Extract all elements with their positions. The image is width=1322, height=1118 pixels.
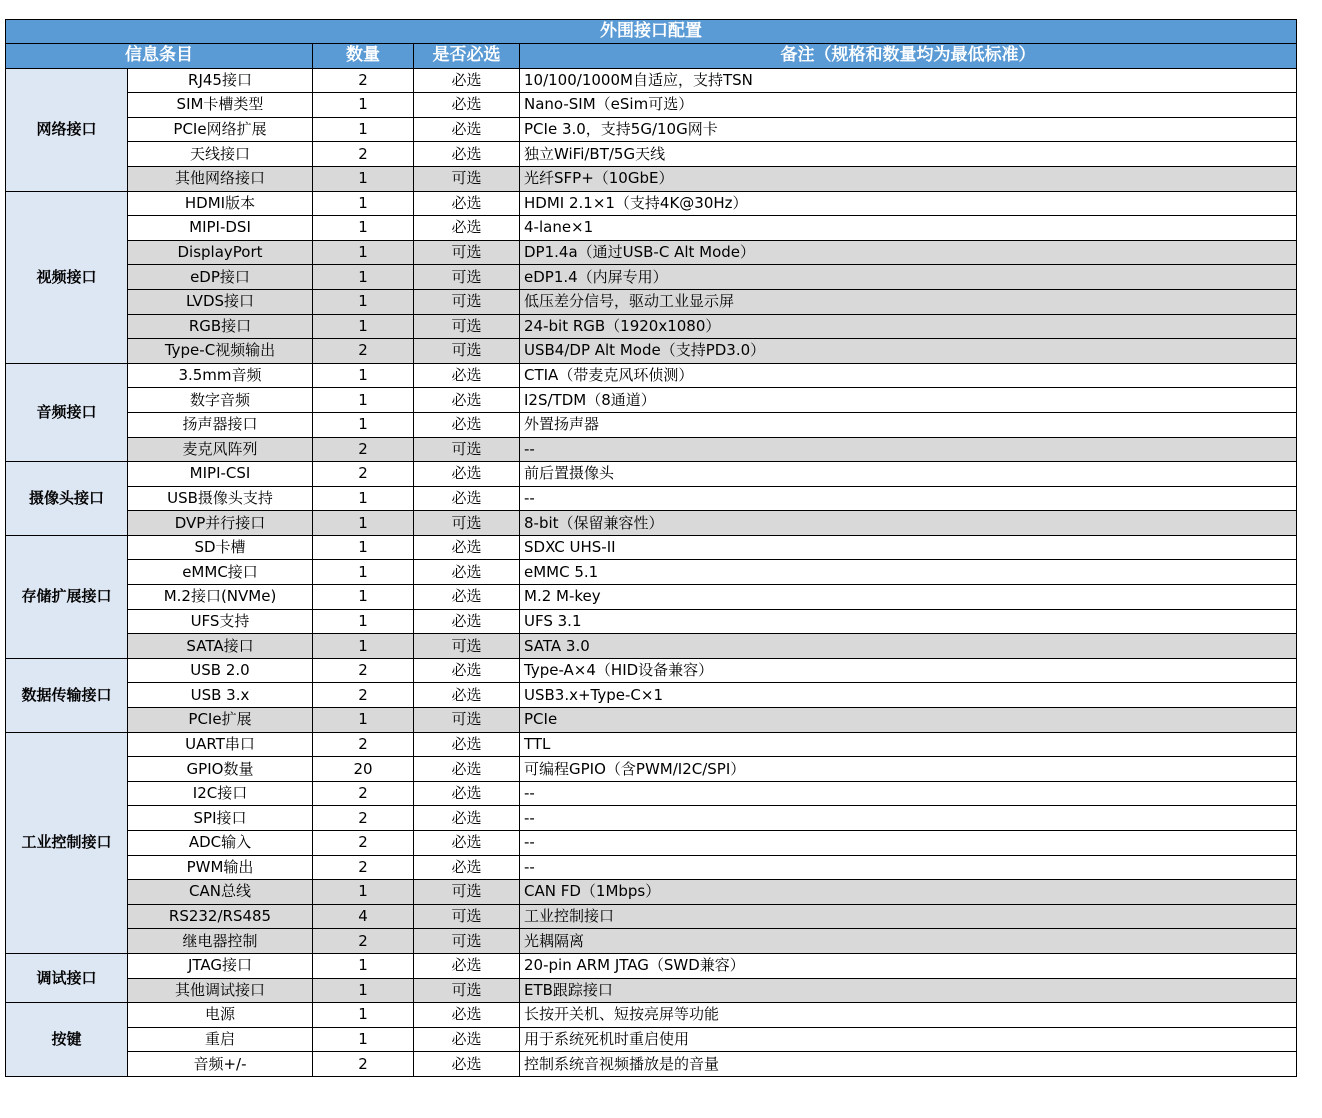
- qty-cell: 2: [313, 437, 414, 462]
- item-cell: USB摄像头支持: [128, 486, 313, 511]
- required-cell: 必选: [414, 486, 520, 511]
- required-cell: 必选: [414, 535, 520, 560]
- table-title: 外围接口配置: [6, 20, 1297, 44]
- qty-cell: 2: [313, 806, 414, 831]
- table-row: [6, 486, 1297, 511]
- title-row: [6, 20, 1297, 44]
- table-row: [6, 585, 1297, 610]
- table-body: [6, 68, 1297, 1076]
- note-cell: SATA 3.0: [520, 634, 1297, 659]
- qty-cell: 2: [313, 339, 414, 364]
- group-label: 存储扩展接口: [6, 535, 128, 658]
- note-cell: 用于系统死机时重启使用: [520, 1027, 1297, 1052]
- item-cell: PCIe扩展: [128, 708, 313, 733]
- item-cell: LVDS接口: [128, 289, 313, 314]
- required-cell: 必选: [414, 585, 520, 610]
- table-row: [6, 388, 1297, 413]
- table-row: [6, 93, 1297, 118]
- note-cell: 控制系统音视频播放是的音量: [520, 1052, 1297, 1077]
- item-cell: Type-C视频输出: [128, 339, 313, 364]
- table-row: [6, 953, 1297, 978]
- note-cell: HDMI 2.1×1（支持4K@30Hz）: [520, 191, 1297, 216]
- note-cell: --: [520, 781, 1297, 806]
- table-row: [6, 1027, 1297, 1052]
- note-cell: --: [520, 486, 1297, 511]
- qty-cell: 1: [313, 166, 414, 191]
- note-cell: SDXC UHS-II: [520, 535, 1297, 560]
- item-cell: GPIO数量: [128, 757, 313, 782]
- header-row: [6, 44, 1297, 69]
- required-cell: 必选: [414, 831, 520, 856]
- required-cell: 可选: [414, 265, 520, 290]
- table-row: [6, 289, 1297, 314]
- note-cell: UFS 3.1: [520, 609, 1297, 634]
- table-row: [6, 68, 1297, 93]
- required-cell: 可选: [414, 240, 520, 265]
- group-label: 音频接口: [6, 363, 128, 461]
- note-cell: I2S/TDM（8通道）: [520, 388, 1297, 413]
- qty-cell: 2: [313, 831, 414, 856]
- header-item: 信息条目: [6, 44, 313, 69]
- qty-cell: 1: [313, 609, 414, 634]
- table-row: [6, 339, 1297, 364]
- table-row: [6, 560, 1297, 585]
- table-row: [6, 978, 1297, 1003]
- table-row: [6, 462, 1297, 487]
- item-cell: UART串口: [128, 732, 313, 757]
- note-cell: --: [520, 855, 1297, 880]
- group-label: 视频接口: [6, 191, 128, 363]
- required-cell: 必选: [414, 93, 520, 118]
- note-cell: CTIA（带麦克风环侦测）: [520, 363, 1297, 388]
- table-row: [6, 511, 1297, 536]
- required-cell: 可选: [414, 339, 520, 364]
- required-cell: 必选: [414, 363, 520, 388]
- item-cell: 音频+/-: [128, 1052, 313, 1077]
- note-cell: PCIe 3.0，支持5G/10G网卡: [520, 117, 1297, 142]
- required-cell: 必选: [414, 953, 520, 978]
- required-cell: 必选: [414, 560, 520, 585]
- table-row: [6, 412, 1297, 437]
- note-cell: eMMC 5.1: [520, 560, 1297, 585]
- note-cell: eDP1.4（内屏专用）: [520, 265, 1297, 290]
- note-cell: 4-lane×1: [520, 216, 1297, 241]
- note-cell: DP1.4a（通过USB-C Alt Mode）: [520, 240, 1297, 265]
- qty-cell: 1: [313, 265, 414, 290]
- table-row: [6, 240, 1297, 265]
- required-cell: 必选: [414, 412, 520, 437]
- required-cell: 必选: [414, 683, 520, 708]
- required-cell: 必选: [414, 1027, 520, 1052]
- required-cell: 必选: [414, 1052, 520, 1077]
- item-cell: UFS支持: [128, 609, 313, 634]
- item-cell: PCIe网络扩展: [128, 117, 313, 142]
- note-cell: TTL: [520, 732, 1297, 757]
- item-cell: 重启: [128, 1027, 313, 1052]
- item-cell: 电源: [128, 1003, 313, 1028]
- required-cell: 可选: [414, 289, 520, 314]
- note-cell: --: [520, 831, 1297, 856]
- required-cell: 可选: [414, 929, 520, 954]
- item-cell: 3.5mm音频: [128, 363, 313, 388]
- table-row: [6, 880, 1297, 905]
- note-cell: 独立WiFi/BT/5G天线: [520, 142, 1297, 167]
- item-cell: HDMI版本: [128, 191, 313, 216]
- peripheral-interface-table: [5, 19, 1297, 1077]
- table-row: [6, 1052, 1297, 1077]
- table-row: [6, 437, 1297, 462]
- required-cell: 必选: [414, 117, 520, 142]
- qty-cell: 2: [313, 68, 414, 93]
- note-cell: 可编程GPIO（含PWM/I2C/SPI）: [520, 757, 1297, 782]
- required-cell: 必选: [414, 781, 520, 806]
- item-cell: DisplayPort: [128, 240, 313, 265]
- qty-cell: 1: [313, 93, 414, 118]
- qty-cell: 1: [313, 585, 414, 610]
- qty-cell: 20: [313, 757, 414, 782]
- note-cell: 长按开关机、短按亮屏等功能: [520, 1003, 1297, 1028]
- qty-cell: 1: [313, 289, 414, 314]
- item-cell: USB 2.0: [128, 658, 313, 683]
- header-notes: 备注（规格和数量均为最低标准）: [520, 44, 1297, 69]
- required-cell: 必选: [414, 216, 520, 241]
- group-label: 调试接口: [6, 953, 128, 1002]
- item-cell: 扬声器接口: [128, 412, 313, 437]
- header-required: 是否必选: [414, 44, 520, 69]
- table-row: [6, 166, 1297, 191]
- note-cell: 外置扬声器: [520, 412, 1297, 437]
- item-cell: DVP并行接口: [128, 511, 313, 536]
- group-label: 工业控制接口: [6, 732, 128, 953]
- required-cell: 必选: [414, 68, 520, 93]
- table-row: [6, 1003, 1297, 1028]
- item-cell: I2C接口: [128, 781, 313, 806]
- qty-cell: 4: [313, 904, 414, 929]
- qty-cell: 2: [313, 462, 414, 487]
- group-label: 按键: [6, 1003, 128, 1077]
- table-row: [6, 658, 1297, 683]
- required-cell: 可选: [414, 708, 520, 733]
- required-cell: 必选: [414, 757, 520, 782]
- item-cell: MIPI-DSI: [128, 216, 313, 241]
- qty-cell: 1: [313, 486, 414, 511]
- note-cell: PCIe: [520, 708, 1297, 733]
- item-cell: 继电器控制: [128, 929, 313, 954]
- note-cell: --: [520, 437, 1297, 462]
- item-cell: 其他调试接口: [128, 978, 313, 1003]
- item-cell: SPI接口: [128, 806, 313, 831]
- item-cell: 数字音频: [128, 388, 313, 413]
- table-row: [6, 732, 1297, 757]
- table-row: [6, 634, 1297, 659]
- qty-cell: 1: [313, 216, 414, 241]
- table-row: [6, 855, 1297, 880]
- item-cell: SATA接口: [128, 634, 313, 659]
- qty-cell: 1: [313, 634, 414, 659]
- required-cell: 可选: [414, 166, 520, 191]
- item-cell: CAN总线: [128, 880, 313, 905]
- table-row: [6, 142, 1297, 167]
- note-cell: M.2 M-key: [520, 585, 1297, 610]
- qty-cell: 1: [313, 1027, 414, 1052]
- required-cell: 必选: [414, 732, 520, 757]
- item-cell: RS232/RS485: [128, 904, 313, 929]
- header-qty: 数量: [313, 44, 414, 69]
- note-cell: 工业控制接口: [520, 904, 1297, 929]
- item-cell: 其他网络接口: [128, 166, 313, 191]
- note-cell: 光耦隔离: [520, 929, 1297, 954]
- note-cell: --: [520, 806, 1297, 831]
- required-cell: 必选: [414, 462, 520, 487]
- required-cell: 必选: [414, 855, 520, 880]
- qty-cell: 1: [313, 240, 414, 265]
- note-cell: 前后置摄像头: [520, 462, 1297, 487]
- note-cell: Nano-SIM（eSim可选）: [520, 93, 1297, 118]
- qty-cell: 1: [313, 314, 414, 339]
- note-cell: ETB跟踪接口: [520, 978, 1297, 1003]
- qty-cell: 2: [313, 732, 414, 757]
- table-row: [6, 904, 1297, 929]
- table-row: [6, 117, 1297, 142]
- item-cell: 麦克风阵列: [128, 437, 313, 462]
- qty-cell: 2: [313, 1052, 414, 1077]
- table-row: [6, 216, 1297, 241]
- item-cell: USB 3.x: [128, 683, 313, 708]
- qty-cell: 1: [313, 363, 414, 388]
- required-cell: 必选: [414, 142, 520, 167]
- required-cell: 可选: [414, 978, 520, 1003]
- required-cell: 可选: [414, 634, 520, 659]
- group-label: 网络接口: [6, 68, 128, 191]
- item-cell: PWM输出: [128, 855, 313, 880]
- qty-cell: 2: [313, 683, 414, 708]
- group-label: 数据传输接口: [6, 658, 128, 732]
- qty-cell: 1: [313, 191, 414, 216]
- item-cell: eMMC接口: [128, 560, 313, 585]
- table-row: [6, 929, 1297, 954]
- item-cell: JTAG接口: [128, 953, 313, 978]
- qty-cell: 1: [313, 511, 414, 536]
- table-row: [6, 191, 1297, 216]
- item-cell: RGB接口: [128, 314, 313, 339]
- table-row: [6, 265, 1297, 290]
- required-cell: 必选: [414, 806, 520, 831]
- note-cell: 8-bit（保留兼容性）: [520, 511, 1297, 536]
- required-cell: 可选: [414, 511, 520, 536]
- table-row: [6, 314, 1297, 339]
- qty-cell: 2: [313, 855, 414, 880]
- qty-cell: 1: [313, 535, 414, 560]
- required-cell: 可选: [414, 437, 520, 462]
- qty-cell: 1: [313, 978, 414, 1003]
- table-row: [6, 535, 1297, 560]
- qty-cell: 1: [313, 117, 414, 142]
- table-row: [6, 757, 1297, 782]
- qty-cell: 1: [313, 412, 414, 437]
- note-cell: USB4/DP Alt Mode（支持PD3.0）: [520, 339, 1297, 364]
- qty-cell: 1: [313, 1003, 414, 1028]
- item-cell: SD卡槽: [128, 535, 313, 560]
- qty-cell: 2: [313, 929, 414, 954]
- table-row: [6, 708, 1297, 733]
- note-cell: Type-A×4（HID设备兼容）: [520, 658, 1297, 683]
- table-row: [6, 363, 1297, 388]
- group-label: 摄像头接口: [6, 462, 128, 536]
- qty-cell: 1: [313, 388, 414, 413]
- item-cell: RJ45接口: [128, 68, 313, 93]
- qty-cell: 1: [313, 953, 414, 978]
- note-cell: 光纤SFP+（10GbE）: [520, 166, 1297, 191]
- qty-cell: 2: [313, 781, 414, 806]
- qty-cell: 1: [313, 560, 414, 585]
- item-cell: SIM卡槽类型: [128, 93, 313, 118]
- required-cell: 可选: [414, 314, 520, 339]
- required-cell: 必选: [414, 658, 520, 683]
- qty-cell: 2: [313, 658, 414, 683]
- item-cell: MIPI-CSI: [128, 462, 313, 487]
- required-cell: 必选: [414, 191, 520, 216]
- item-cell: 天线接口: [128, 142, 313, 167]
- required-cell: 必选: [414, 388, 520, 413]
- item-cell: M.2接口(NVMe): [128, 585, 313, 610]
- required-cell: 可选: [414, 880, 520, 905]
- table-row: [6, 683, 1297, 708]
- note-cell: 20-pin ARM JTAG（SWD兼容）: [520, 953, 1297, 978]
- note-cell: 低压差分信号，驱动工业显示屏: [520, 289, 1297, 314]
- item-cell: ADC输入: [128, 831, 313, 856]
- table-row: [6, 831, 1297, 856]
- note-cell: 24-bit RGB（1920x1080）: [520, 314, 1297, 339]
- item-cell: eDP接口: [128, 265, 313, 290]
- required-cell: 必选: [414, 609, 520, 634]
- qty-cell: 2: [313, 142, 414, 167]
- note-cell: USB3.x+Type-C×1: [520, 683, 1297, 708]
- table-row: [6, 806, 1297, 831]
- table-row: [6, 609, 1297, 634]
- required-cell: 可选: [414, 904, 520, 929]
- note-cell: 10/100/1000M自适应，支持TSN: [520, 68, 1297, 93]
- table-row: [6, 781, 1297, 806]
- required-cell: 必选: [414, 1003, 520, 1028]
- qty-cell: 1: [313, 880, 414, 905]
- note-cell: CAN FD（1Mbps）: [520, 880, 1297, 905]
- qty-cell: 1: [313, 708, 414, 733]
